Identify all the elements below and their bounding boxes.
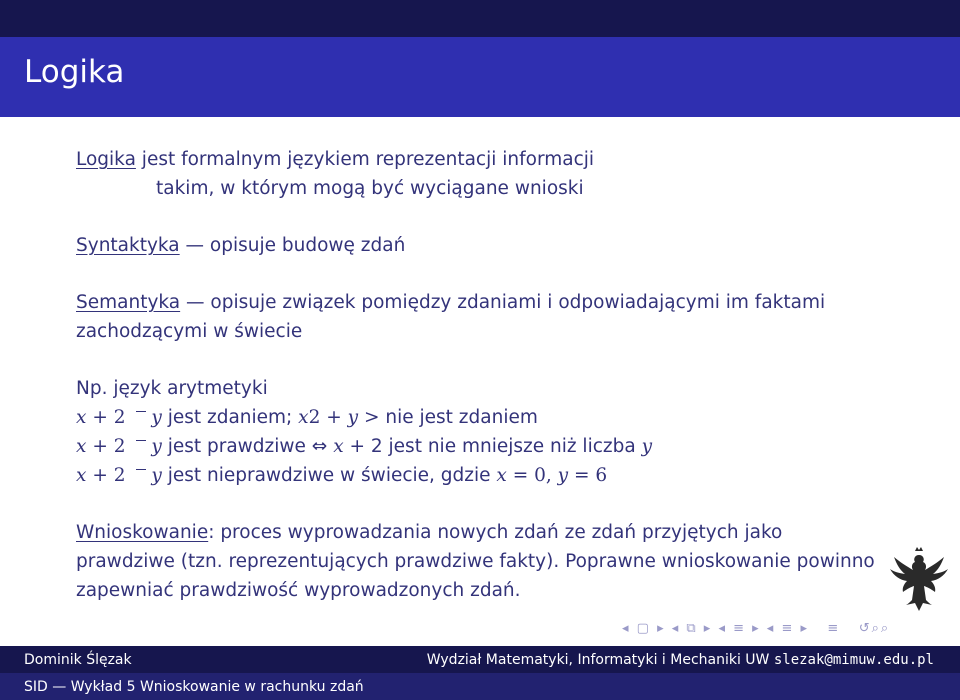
- footer-short-title: SID — Wykład 5 Wnioskowanie w rachunku zdań: [24, 679, 364, 695]
- example-intro: Np. język arytmetyki: [76, 378, 268, 399]
- slide-content: [76, 145, 936, 605]
- syntax-term: Syntaktyka: [76, 235, 180, 256]
- example-line-2: x + 2 y jest prawdziwe ⇔ x + 2 jest nie mniejsze niż liczba y: [76, 436, 653, 457]
- example-line-3: x + 2 y jest nieprawdziwe w świecie, gdzie x = 0, y = 6: [76, 465, 608, 486]
- title-band: [0, 37, 960, 117]
- logic-definition: Logika jest formalnym językiem reprezentacji informacji: [76, 149, 595, 170]
- beamer-navigation-icons[interactable]: ◂ ▢ ▸ ◂ ⧉ ▸ ◂ ≡ ▸ ◂ ≡ ▸ ≡ ↺⌕⌕: [622, 621, 891, 636]
- geq-symbol: [131, 409, 151, 427]
- semantics-definition: Semantyka — opisuje związek pomiędzy zdaniami i odpowiadającymi im faktami: [76, 292, 826, 313]
- inference-definition-cont: prawdziwe (tzn. reprezentujących prawdziwe fakty). Poprawne wnioskowanie powinno: [76, 551, 875, 572]
- footer-author: Dominik Ślęzak: [24, 652, 132, 668]
- logic-term: Logika: [76, 149, 136, 170]
- footer-institution: Wydział Matematyki, Informatyki i Mechaniki UW slezak@mimuw.edu.pl: [426, 652, 934, 668]
- slide-title: Logika: [24, 54, 125, 90]
- inference-definition-cont-2: zapewniać prawdziwość wyprowadzonych zdań.: [76, 580, 521, 601]
- logic-definition-cont: takim, w którym mogą być wyciągane wnioski: [156, 178, 584, 199]
- geq-symbol: [131, 438, 151, 456]
- inference-definition: Wnioskowanie: proces wyprowadzania nowych zdań ze zdań przyjętych jako: [76, 522, 783, 543]
- semantics-definition-cont: zachodzącymi w świecie: [76, 321, 303, 342]
- semantics-term: Semantyka: [76, 292, 181, 313]
- top-band: [0, 0, 960, 37]
- eagle-emblem-icon: [888, 545, 950, 615]
- footer-email: slezak@mimuw.edu.pl: [773, 652, 934, 668]
- example-line-1: x + 2 y jest zdaniem; x2 + y > nie jest zdaniem: [76, 407, 538, 428]
- inference-term: Wnioskowanie: [76, 522, 209, 543]
- syntax-definition: Syntaktyka — opisuje budowę zdań: [76, 235, 406, 256]
- geq-symbol: [131, 467, 151, 485]
